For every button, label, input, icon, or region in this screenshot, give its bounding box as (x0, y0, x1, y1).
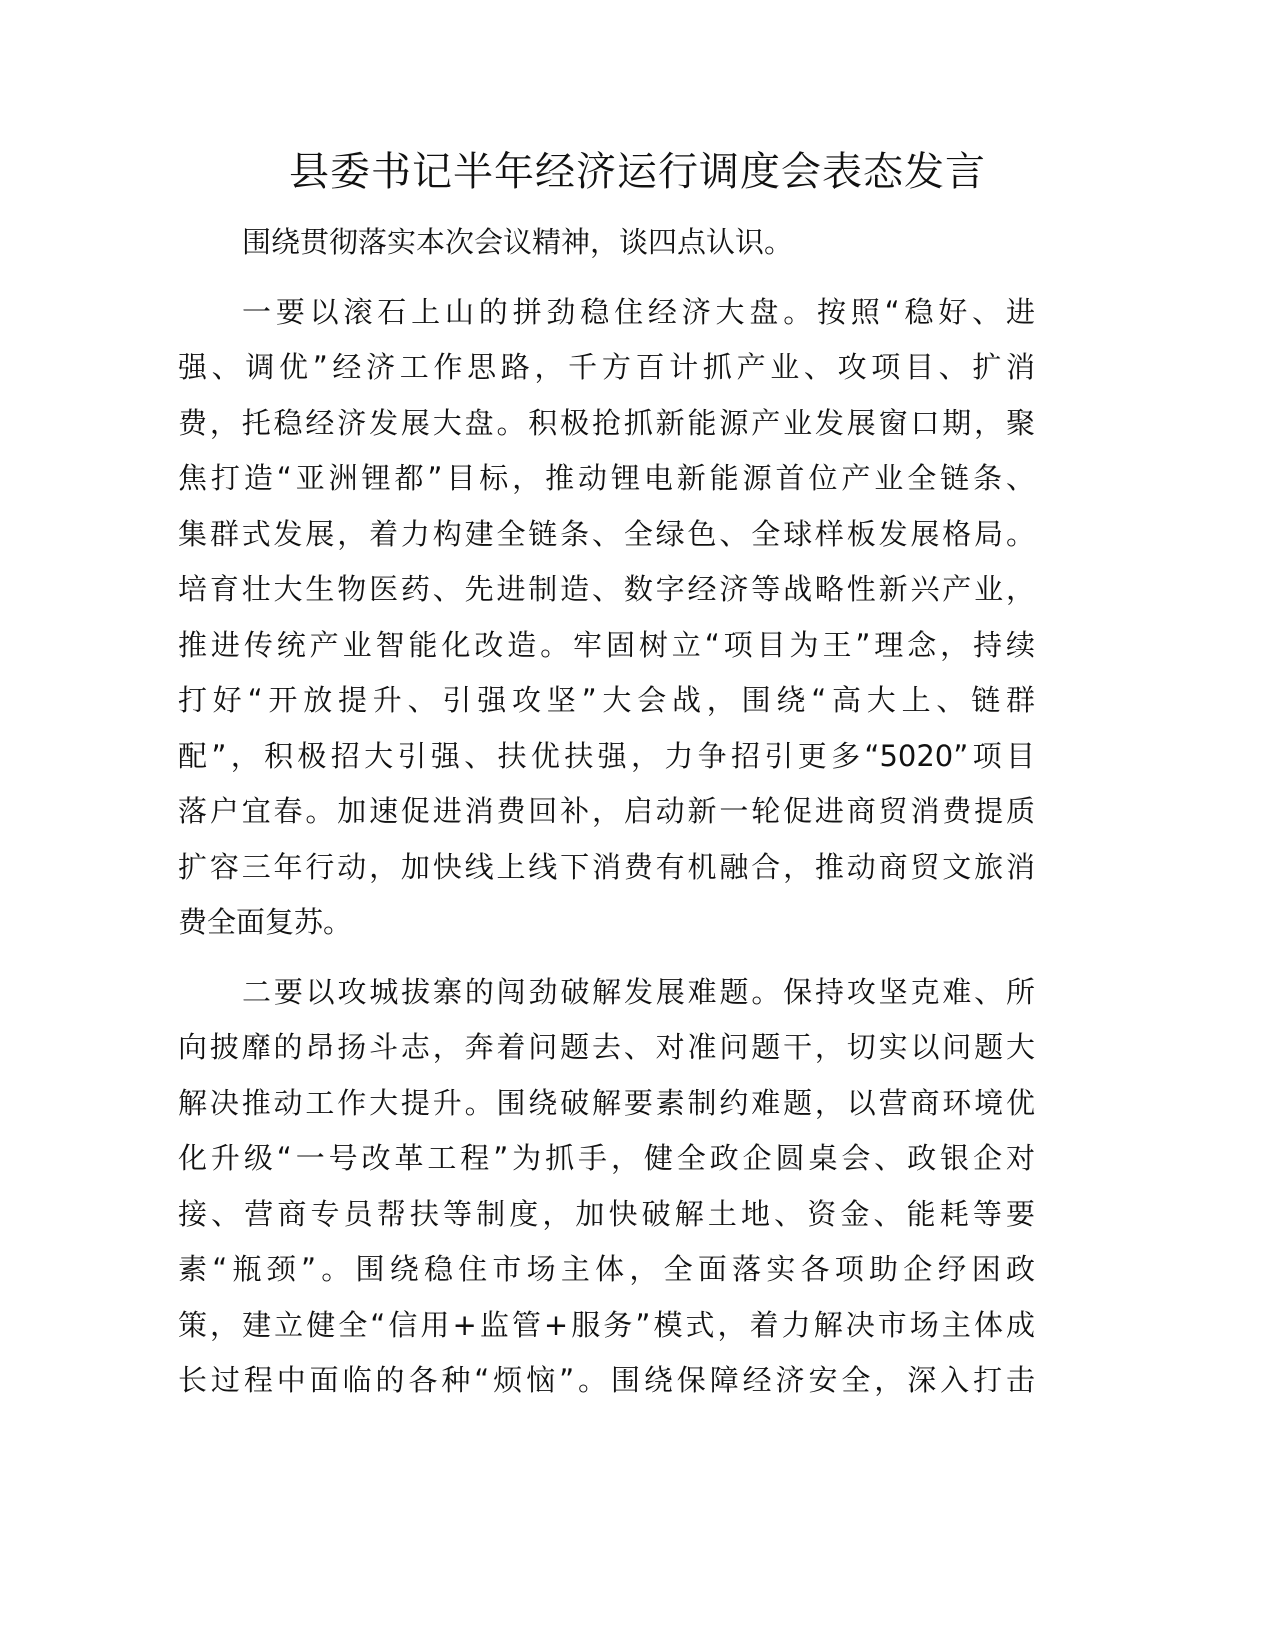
paragraph-line: 解决推动工作大提升。围绕破解要素制约难题，以营商环境优 (178, 1085, 1035, 1120)
paragraph-line: 二要以攻城拔寨的闯劲破解发展难题。保持攻坚克难、所 (242, 974, 1035, 1009)
paragraph-line: 向披靡的昂扬斗志，奔着问题去、对准问题干，切实以问题大 (178, 1030, 1035, 1064)
paragraph-line: 围绕贯彻落实本次会议精神，谈四点认识。 (242, 225, 794, 259)
paragraph-line: 费，托稳经济发展大盘。积极抢抓新能源产业发展窗口期，聚 (178, 405, 1035, 440)
paragraph-line: 一要以滚石上山的拼劲稳住经济大盘。按照“稳好、进 (242, 294, 1035, 329)
paragraph-line: 扩容三年行动，加快线上线下消费有机融合，推动商贸文旅消 (178, 849, 1035, 884)
paragraph-line: 培育壮大生物医药、先进制造、数字经济等战略性新兴产业， (178, 572, 1035, 606)
paragraph-line: 费全面复苏。 (178, 905, 353, 939)
paragraph-line: 接、营商专员帮扶等制度，加快破解土地、资金、能耗等要 (178, 1196, 1035, 1231)
paragraph-line: 推进传统产业智能化改造。牢固树立“项目为王”理念，持续 (178, 627, 1035, 662)
paragraph-line: 打好“开放提升、引强攻坚”大会战，围绕“高大上、链群 (178, 683, 1035, 717)
document-title: 县委书记半年经济运行调度会表态发言 (289, 149, 986, 195)
paragraph-line: 集群式发展，着力构建全链条、全绿色、全球样板发展格局。 (178, 516, 1035, 551)
paragraph-line: 配”，积极招大引强、扶优扶强，力争招引更多“5020”项目 (178, 738, 1035, 773)
paragraph-line: 素“瓶颈”。围绕稳住市场主体，全面落实各项助企纾困政 (178, 1252, 1035, 1286)
paragraph-line: 强、调优”经济工作思路，千方百计抓产业、攻项目、扩消 (178, 350, 1035, 384)
paragraph-line: 化升级“一号改革工程”为抓手，健全政企圆桌会、政银企对 (178, 1141, 1035, 1175)
paragraph-line: 策，建立健全“信用+监管+服务”模式，着力解决市场主体成 (178, 1307, 1035, 1342)
paragraph-line: 焦打造“亚洲锂都”目标，推动锂电新能源首位产业全链条、 (178, 461, 1035, 495)
paragraph-line: 长过程中面临的各种“烦恼”。围绕保障经济安全，深入打击 (178, 1363, 1035, 1397)
paragraph-line: 落户宜春。加速促进消费回补，启动新一轮促进商贸消费提质 (178, 794, 1035, 828)
